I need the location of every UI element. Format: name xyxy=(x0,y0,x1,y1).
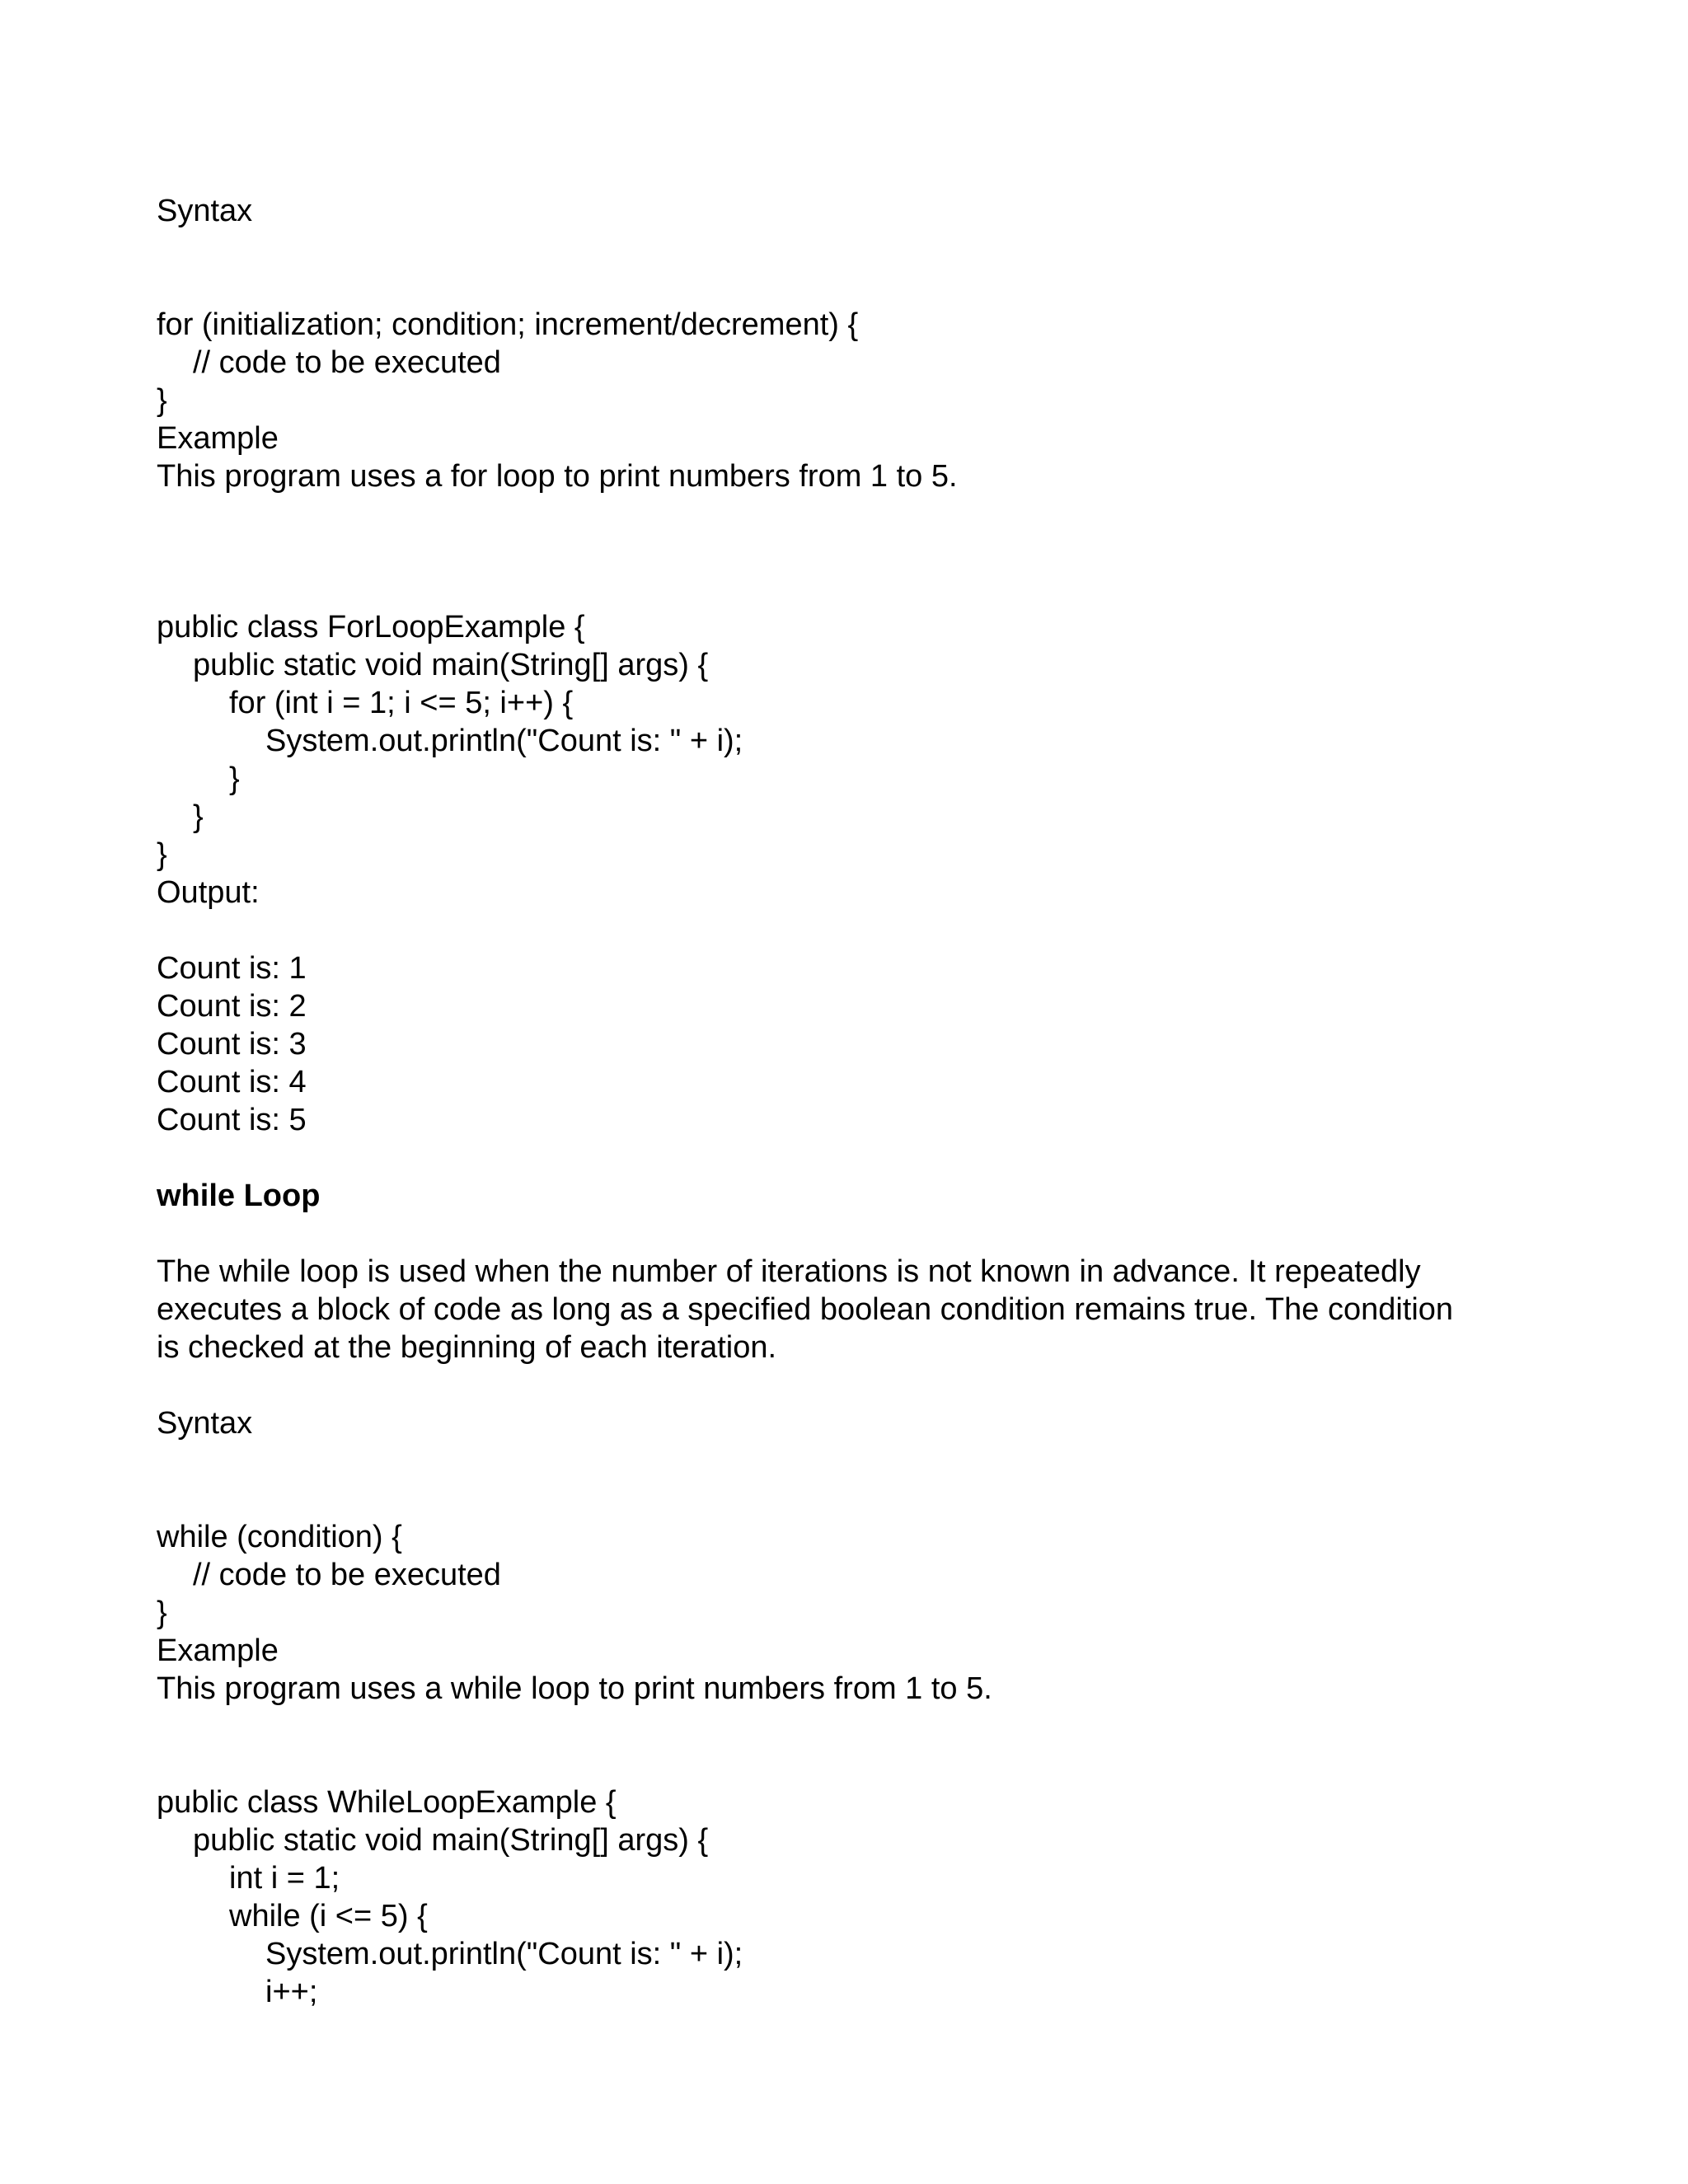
output-line: Count is: 1 xyxy=(157,951,307,986)
output-label: Output: xyxy=(157,875,260,910)
paragraph-line: executes a block of code as long as a specified boolean condition remains true. The condition xyxy=(157,1292,1454,1327)
code-line: } xyxy=(229,762,240,796)
code-line: public static void main(String[] args) { xyxy=(193,1823,709,1858)
syntax-label: Syntax xyxy=(157,194,253,228)
example-description: This program uses a while loop to print numbers from 1 to 5. xyxy=(157,1671,992,1706)
example-description: This program uses a for loop to print numbers from 1 to 5. xyxy=(157,459,958,494)
code-line: for (int i = 1; i <= 5; i++) { xyxy=(229,686,574,720)
paragraph-line: The while loop is used when the number of iterations is not known in advance. It repeatedly xyxy=(157,1254,1421,1289)
code-line: // code to be executed xyxy=(193,345,501,380)
paragraph-line: is checked at the beginning of each iteration. xyxy=(157,1330,777,1365)
example-label: Example xyxy=(157,421,279,456)
code-line: public class WhileLoopExample { xyxy=(157,1785,617,1820)
output-line: Count is: 4 xyxy=(157,1065,307,1099)
code-line: public class ForLoopExample { xyxy=(157,610,585,644)
output-line: Count is: 2 xyxy=(157,989,307,1024)
code-line: } xyxy=(157,383,167,418)
code-line: int i = 1; xyxy=(229,1861,340,1896)
code-line: for (initialization; condition; increment/decrement) { xyxy=(157,307,859,342)
code-line: // code to be executed xyxy=(193,1558,501,1592)
syntax-label: Syntax xyxy=(157,1406,253,1441)
code-line: System.out.println("Count is: " + i); xyxy=(265,1937,743,1971)
code-line: System.out.println("Count is: " + i); xyxy=(265,724,743,758)
code-line: } xyxy=(157,837,167,872)
section-heading: while Loop xyxy=(157,1179,321,1213)
output-line: Count is: 3 xyxy=(157,1027,307,1062)
code-line: } xyxy=(193,799,204,834)
example-label: Example xyxy=(157,1633,279,1668)
code-line: } xyxy=(157,1596,167,1630)
code-line: i++; xyxy=(265,1975,318,2009)
code-line: while (i <= 5) { xyxy=(229,1899,428,1933)
code-line: public static void main(String[] args) { xyxy=(193,648,709,682)
code-line: while (condition) { xyxy=(157,1520,402,1554)
output-line: Count is: 5 xyxy=(157,1103,307,1137)
